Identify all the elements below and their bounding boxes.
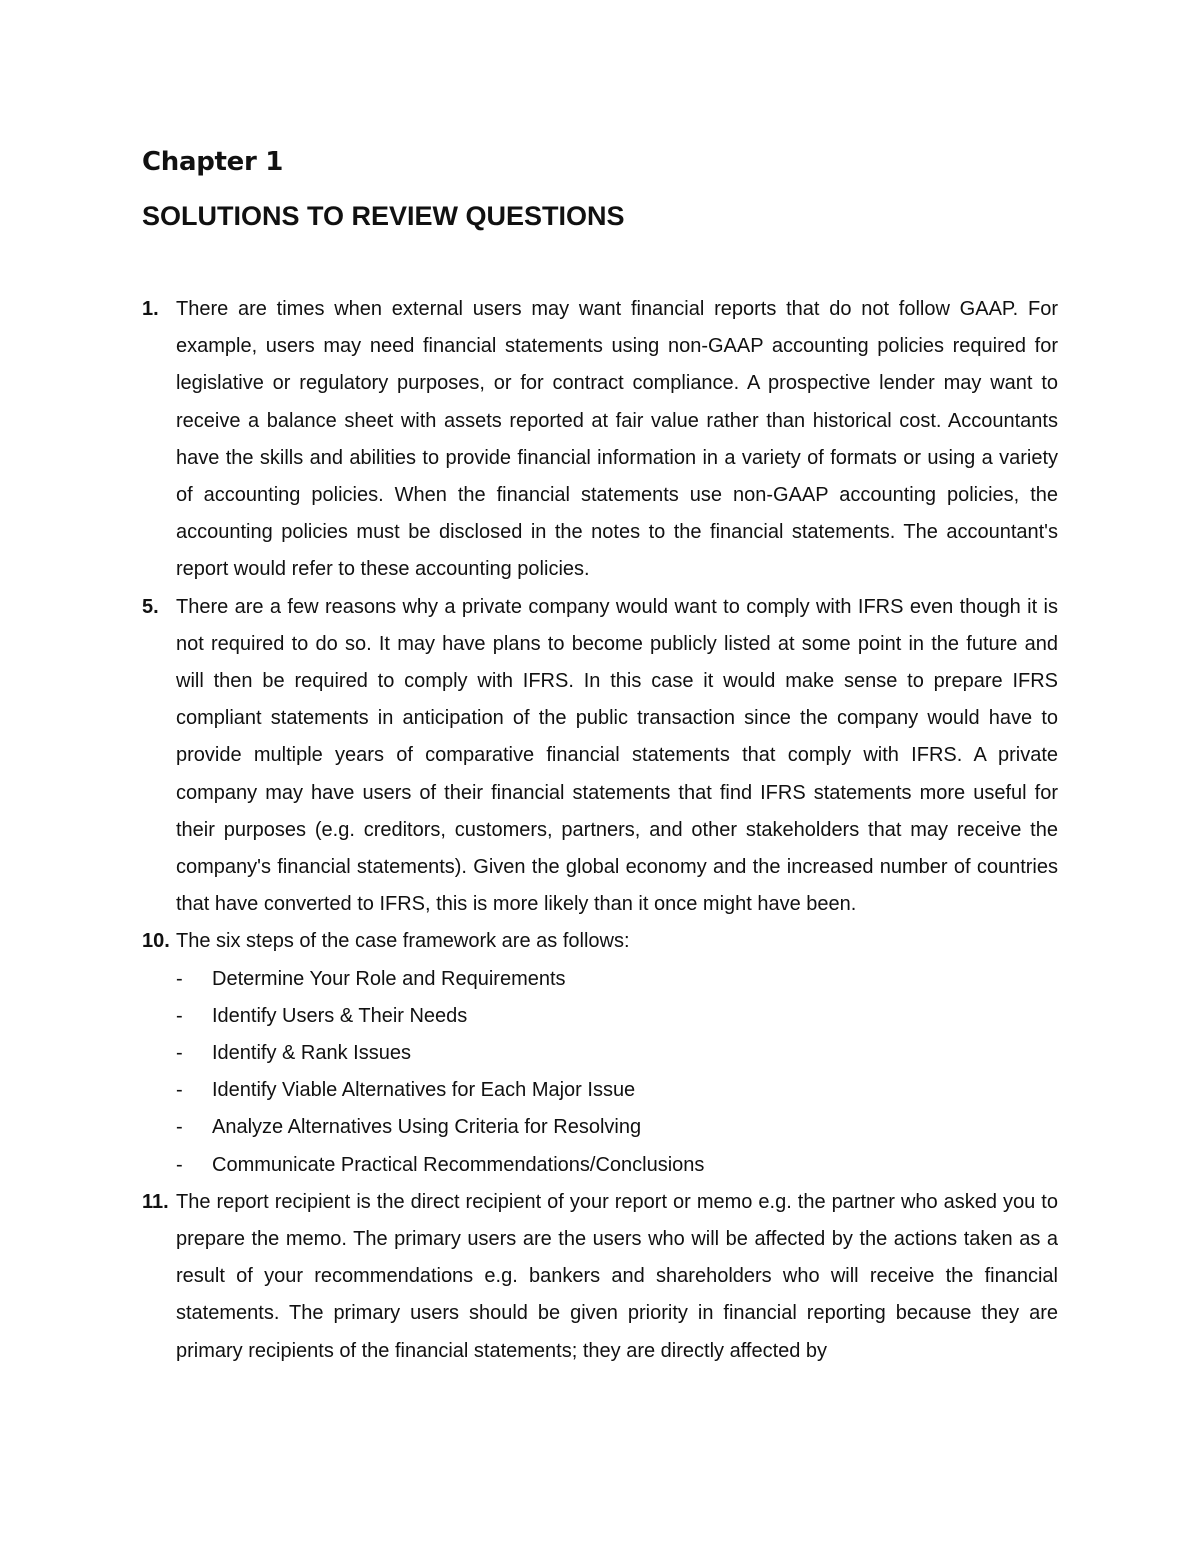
dash-bullet: - bbox=[176, 1042, 183, 1065]
list-item bbox=[176, 1035, 1058, 1072]
answer-10 bbox=[142, 923, 1058, 1183]
list-item bbox=[176, 961, 1058, 998]
step-text: Identify & Rank Issues bbox=[212, 1042, 411, 1065]
dash-bullet: - bbox=[176, 1116, 183, 1139]
step-text: Analyze Alternatives Using Criteria for Resolving bbox=[212, 1116, 642, 1139]
step-text: Communicate Practical Recommendations/Conclusions bbox=[212, 1153, 705, 1176]
step-text: Determine Your Role and Requirements bbox=[212, 967, 566, 990]
dash-bullet: - bbox=[176, 1079, 183, 1102]
answer-1 bbox=[142, 291, 1058, 589]
step-text: Identify Viable Alternatives for Each Major Issue bbox=[212, 1079, 636, 1102]
answer-number: 1. bbox=[142, 298, 159, 320]
framework-steps-list bbox=[176, 961, 1058, 1184]
answer-text: The report recipient is the direct recipient of your report or memo e.g. the partner who asked you to prepare the memo. The primary users are the users who will be affected by the actions taken as a result of your recommendations e.g. bankers and shareholders who will receive the financial statements. The primary users should be given priority in financial reporting because they are primary recipients of the financial statements; they are directly affected by bbox=[176, 1190, 1058, 1362]
section-heading: SOLUTIONS TO REVIEW QUESTIONS bbox=[142, 201, 625, 231]
list-item bbox=[176, 1072, 1058, 1109]
answer-number: 5. bbox=[142, 595, 159, 618]
dash-bullet: - bbox=[176, 967, 183, 990]
step-text: Identify Users & Their Needs bbox=[212, 1004, 468, 1027]
answer-5 bbox=[142, 589, 1058, 924]
chapter-title: Chapter 1 bbox=[142, 147, 284, 177]
list-item bbox=[176, 998, 1058, 1035]
answer-text: There are times when external users may want financial reports that do not follow GAAP. For example, users may need financial statements using non-GAAP accounting policies required for legislative or regulatory purposes, or for contract compliance. A prospective lender may want to receive a balance sheet with assets reported at fair value rather than historical cost. Accountants have the skills and abilities to provide financial information in a variety of formats or using a variety of accounting policies. When the financial statements use non-GAAP accounting policies, the accounting policies must be disclosed in the notes to the financial statements. The accountant's report would refer to these accounting policies. bbox=[176, 298, 1058, 581]
answer-number: 10. bbox=[142, 930, 170, 953]
list-item bbox=[176, 1109, 1058, 1146]
answer-text: The six steps of the case framework are as follows: bbox=[176, 930, 630, 953]
list-item bbox=[176, 1147, 1058, 1184]
answer-number: 11. bbox=[142, 1190, 169, 1213]
answer-text: There are a few reasons why a private company would want to comply with IFRS even though it is not required to do so. It may have plans to become publicly listed at some point in the future and will then be required to comply with IFRS. In this case it would make sense to prepare IFRS compliant statements in anticipation of the public transaction since the company would have to provide multiple years of comparative financial statements that comply with IFRS. A private company may have users of their financial statements that find IFRS statements more useful for their purposes (e.g. creditors, customers, partners, and other stakeholders that may receive the company's financial statements). Given the global economy and the increased number of countries that have converted to IFRS, this is more likely than it once might have been. bbox=[176, 595, 1058, 916]
answers-list bbox=[142, 291, 1058, 1370]
dash-bullet: - bbox=[176, 1004, 183, 1027]
answer-11 bbox=[142, 1184, 1058, 1370]
dash-bullet: - bbox=[176, 1153, 183, 1176]
